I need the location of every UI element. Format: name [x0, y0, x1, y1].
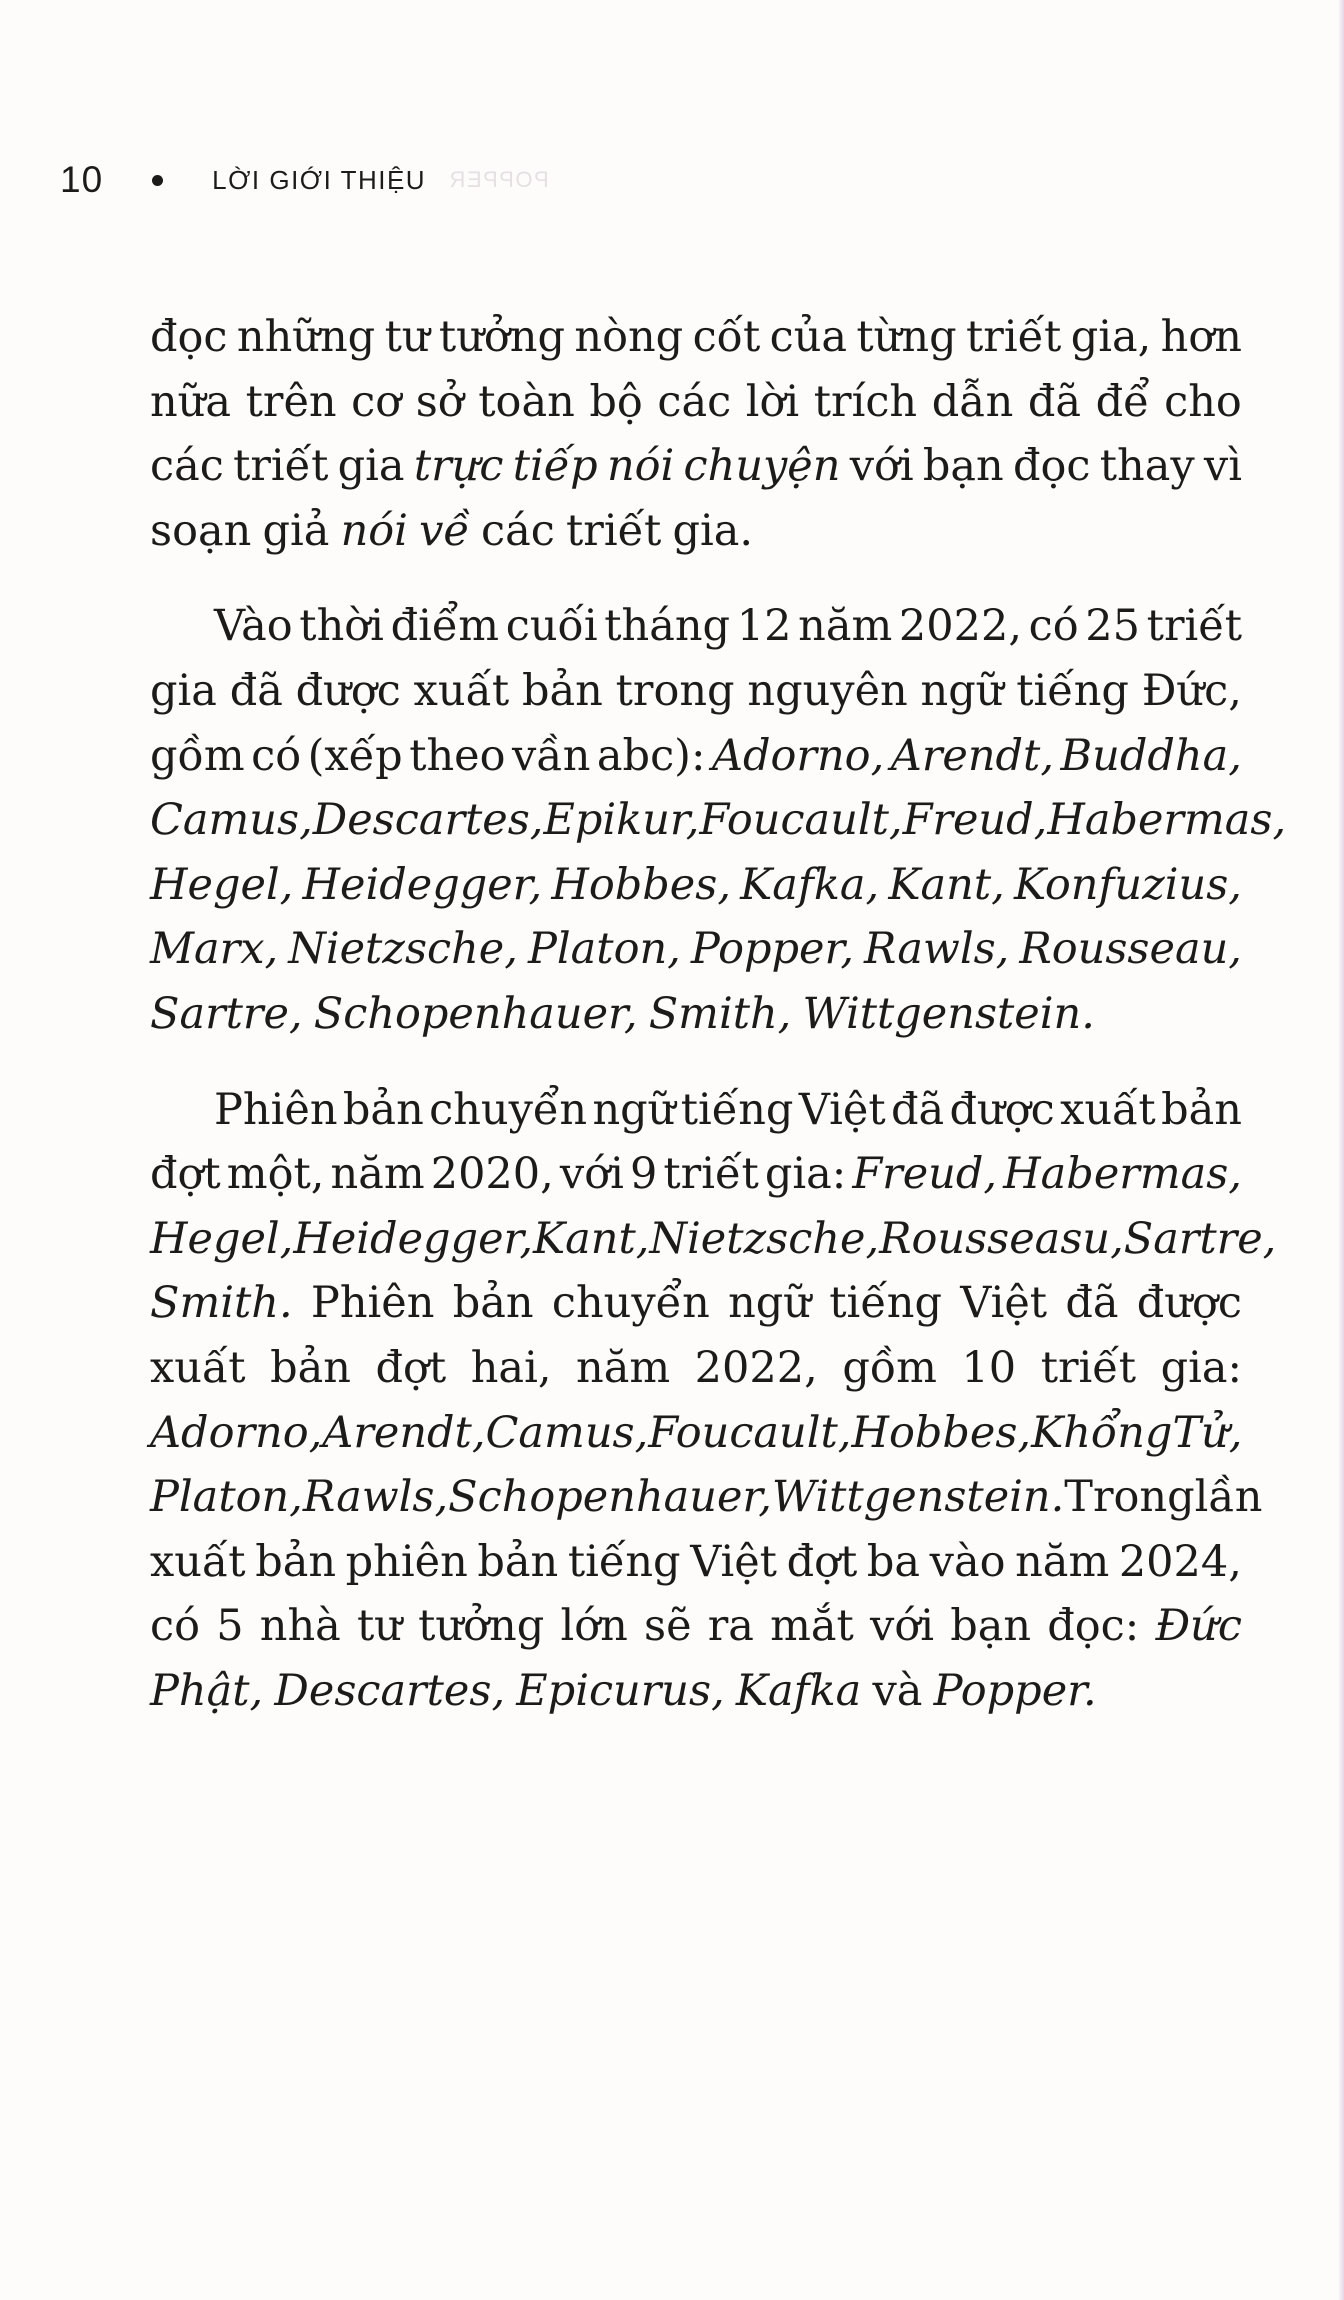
word: có [150, 1601, 200, 1652]
running-header [60, 150, 549, 210]
word: Heidegger, [293, 1213, 534, 1264]
text-line [150, 594, 1242, 659]
word: gia: [1160, 1342, 1242, 1393]
word: trực [413, 441, 504, 492]
word: lần [1194, 1472, 1263, 1523]
word: Kafka, [740, 859, 880, 910]
text-line [150, 853, 1242, 918]
word: Descartes, [312, 795, 544, 846]
word: lời [745, 376, 800, 427]
word: cốt [692, 312, 761, 362]
word: tiếng [829, 1278, 942, 1329]
word: Epikur, [543, 795, 700, 846]
word: hơn [1160, 312, 1242, 362]
word: gia, [1070, 312, 1152, 362]
word: Heidegger, [302, 859, 543, 910]
word: xuất [1060, 1084, 1156, 1135]
word: năm [798, 601, 893, 652]
word: Adorno, [150, 1407, 323, 1458]
word: theo [409, 730, 506, 781]
word: năm [1015, 1536, 1110, 1587]
word: Hegel, [150, 1213, 294, 1264]
word: đã [1027, 376, 1082, 427]
word: gia [337, 441, 405, 492]
word: Descartes, [274, 1665, 506, 1716]
word: và [872, 1665, 923, 1716]
word: Hobbes, [851, 1407, 1032, 1458]
word: Sartre, [1123, 1213, 1277, 1264]
paragraph [150, 594, 1287, 1046]
word: triết [565, 505, 662, 556]
word: giả [262, 505, 330, 556]
text-line [150, 1659, 1242, 1724]
word: đọc: [1047, 1601, 1140, 1652]
word: triết [233, 441, 329, 492]
word: năm [330, 1149, 425, 1200]
text-line [150, 788, 1287, 853]
word: của [769, 312, 848, 362]
word: đợt [150, 1149, 221, 1200]
word: Arendt, [322, 1407, 486, 1458]
word: Phiên [310, 1278, 435, 1329]
word: bản [255, 1536, 337, 1587]
word: Nietzsche, [649, 1213, 880, 1264]
text-line [150, 1401, 1242, 1466]
word: với [849, 441, 914, 492]
word: Konfuzius, [1013, 859, 1242, 910]
word: được [949, 1084, 1055, 1135]
word: sở [415, 376, 464, 427]
word: Platon, [150, 1472, 303, 1523]
word: Habermas, [1003, 1149, 1242, 1200]
word: tiếng [1016, 665, 1129, 716]
word: có [1028, 601, 1079, 652]
word: gồm [150, 730, 245, 781]
word: Trong [1064, 1472, 1195, 1523]
text-line [150, 370, 1242, 435]
word: Schopenhauer, [448, 1472, 772, 1523]
word: lớn [560, 1601, 628, 1652]
word: từng [856, 312, 957, 362]
word: vần [512, 730, 591, 781]
word: gồm [842, 1342, 937, 1393]
word: đã [229, 665, 283, 716]
bleed-through-text: POPPER [448, 167, 549, 192]
word: chuyển [551, 1278, 710, 1329]
word: bản [477, 1536, 559, 1587]
word: bản [1161, 1084, 1242, 1135]
word: gia: [764, 1149, 847, 1200]
word: nhà [259, 1601, 341, 1652]
word: Foucault, [699, 795, 903, 846]
word: những [236, 312, 376, 362]
word: cuối [505, 601, 598, 652]
word: Wittgenstein. [771, 1472, 1065, 1523]
text-line [150, 1078, 1242, 1143]
word: nói [606, 441, 675, 492]
word: trích [813, 376, 918, 427]
word: Kafka [735, 1665, 862, 1716]
word: Khổng [1031, 1407, 1173, 1458]
word: Rawls, [302, 1472, 449, 1523]
word: bản [270, 1342, 351, 1393]
word: Popper, [690, 924, 854, 975]
word: Kant, [533, 1213, 650, 1264]
word: Buddha, [1060, 730, 1242, 781]
word: chuyển [429, 1084, 588, 1135]
word: Marx, [150, 924, 279, 975]
word: Camus, [485, 1407, 649, 1458]
word: Camus, [150, 795, 313, 846]
word: toàn [478, 376, 575, 427]
word: Freud, [902, 795, 1048, 846]
page-number: 10 [60, 159, 104, 200]
word: cơ [351, 376, 402, 427]
word: các [657, 376, 732, 427]
word: chuyện [683, 441, 841, 492]
word: tiếng [567, 1536, 681, 1587]
word: Rawls, [864, 924, 1010, 975]
word: ngữ [728, 1278, 811, 1329]
word: abc): [596, 730, 706, 781]
word: ra [707, 1601, 754, 1652]
text-line [150, 305, 1242, 370]
text-line [150, 1336, 1242, 1401]
word: Habermas, [1047, 795, 1287, 846]
word: một, [226, 1149, 325, 1200]
word: Nietzsche, [288, 924, 518, 975]
word: với [559, 1149, 624, 1200]
word: (xếp [307, 730, 403, 781]
word: nói [340, 505, 408, 556]
word: Hegel, [150, 859, 294, 910]
word: đợt [786, 1536, 858, 1587]
text-line [150, 724, 1242, 789]
word: triết [1146, 601, 1242, 652]
word: bộ [589, 376, 643, 427]
paragraph [150, 1078, 1277, 1724]
word: Hobbes, [551, 859, 731, 910]
word: để [1095, 376, 1150, 427]
word: điểm [390, 601, 500, 652]
word: vào [929, 1536, 1006, 1587]
word: đọc [150, 312, 228, 362]
word: xuất [413, 665, 510, 716]
word: được [1136, 1278, 1242, 1329]
text-line [150, 1142, 1242, 1207]
text-line [150, 434, 1242, 499]
word: có [251, 730, 302, 781]
text-line [150, 1207, 1277, 1272]
word: thời [299, 601, 384, 652]
word: bản [452, 1278, 534, 1329]
text-line [150, 1465, 1263, 1530]
word: nòng [574, 312, 684, 362]
word: Adorno, [711, 730, 885, 781]
word: 12 [736, 601, 792, 652]
bullet-separator [152, 175, 163, 186]
word: được [295, 665, 401, 716]
text-line [150, 982, 1242, 1047]
word: vì [1203, 441, 1242, 492]
word: hai, [470, 1342, 552, 1393]
word: các [481, 505, 555, 556]
word: trên [245, 376, 337, 427]
word: tháng [604, 601, 731, 652]
word: Việt [690, 1536, 777, 1587]
word: 2022, [898, 601, 1022, 652]
word: Wittgenstein. [802, 988, 1095, 1039]
word: Phật, [150, 1665, 264, 1716]
word: Platon, [527, 924, 681, 975]
word: Freud, [852, 1149, 998, 1200]
word: về [419, 505, 470, 556]
word: 2020, [430, 1149, 554, 1200]
paragraph [150, 305, 1242, 563]
word: 9 [629, 1149, 658, 1200]
word: phiên [345, 1536, 468, 1587]
word: gia. [672, 505, 754, 556]
body-text [150, 305, 1287, 1723]
word: các [150, 441, 224, 492]
word: Rousseau, [1019, 924, 1242, 975]
word: Schopenhauer, [313, 988, 638, 1039]
word: nữa [150, 376, 232, 427]
word: ngữ [920, 665, 1004, 716]
word: ba [866, 1536, 921, 1587]
text-line [150, 1530, 1242, 1595]
word: dẫn [931, 376, 1014, 427]
word: tư [356, 1601, 402, 1652]
word: sẽ [644, 1601, 692, 1652]
word: xuất [150, 1342, 246, 1393]
word: Đức, [1141, 665, 1242, 716]
word: năm [576, 1342, 671, 1393]
word: đã [890, 1084, 945, 1135]
word: ngữ [592, 1084, 676, 1135]
word: Epicurus, [516, 1665, 725, 1716]
word: bản [342, 1084, 424, 1135]
text-line [150, 1594, 1242, 1659]
word: mắt [770, 1601, 854, 1652]
word: 2024, [1118, 1536, 1242, 1587]
word: Việt [960, 1278, 1048, 1329]
word: 2022, [694, 1342, 818, 1393]
word: Kant, [888, 859, 1005, 910]
text-line [150, 659, 1242, 724]
word: Foucault, [648, 1407, 852, 1458]
word: Tử, [1172, 1407, 1243, 1458]
word: Đức [1155, 1601, 1242, 1652]
text-line [150, 917, 1242, 982]
word: với [870, 1601, 934, 1652]
word: gia [150, 665, 217, 716]
word: 5 [216, 1601, 244, 1652]
word: bản [522, 665, 603, 716]
word: tưởng [418, 1601, 545, 1652]
word: 10 [961, 1342, 1017, 1393]
word: Arendt, [890, 730, 1055, 781]
word: Popper. [933, 1665, 1097, 1716]
word: đã [1065, 1278, 1119, 1329]
word: đọc [1013, 441, 1091, 492]
word: nguyên [747, 665, 908, 716]
word: soạn [150, 505, 252, 556]
word: tiếp [512, 441, 598, 492]
word: triết [663, 1149, 759, 1200]
paragraph-gap [150, 1047, 1242, 1078]
word: Rousseasu, [879, 1213, 1124, 1264]
word: trong [615, 665, 735, 716]
word: tư [384, 312, 430, 362]
page-edge [1338, 0, 1344, 2300]
word: tiếng [680, 1084, 794, 1135]
word: triết [1040, 1342, 1137, 1393]
word: Smith, [648, 988, 792, 1039]
word: Smith. [150, 1278, 293, 1329]
word: Sartre, [150, 988, 303, 1039]
word: triết [966, 312, 1062, 362]
word: 25 [1085, 601, 1141, 652]
word: bạn [922, 441, 1004, 492]
word: cho [1164, 376, 1242, 427]
word: Vào [214, 601, 293, 652]
word: bạn [950, 1601, 1032, 1652]
section-title: LỜI GIỚI THIỆU [212, 164, 427, 195]
text-line [150, 499, 1242, 564]
word: thay [1099, 441, 1195, 492]
word: Phiên [214, 1084, 338, 1135]
paragraph-gap [150, 563, 1242, 594]
word: đợt [375, 1342, 447, 1393]
word: xuất [150, 1536, 246, 1587]
word: Việt [798, 1084, 886, 1135]
word: tưởng [438, 312, 566, 362]
text-line [150, 1271, 1242, 1336]
